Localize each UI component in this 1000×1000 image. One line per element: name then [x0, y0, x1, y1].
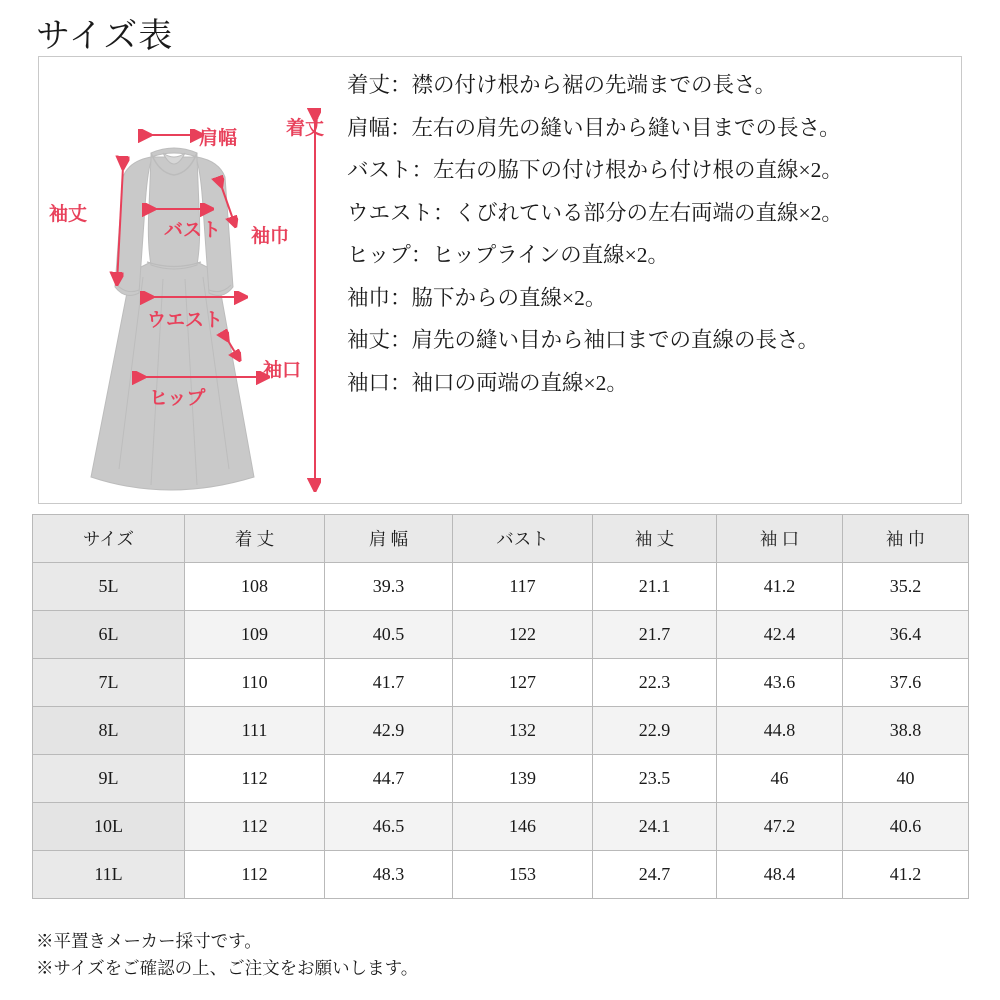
measurement-guide-panel [38, 56, 962, 504]
column-header-sleeve-width: 袖 巾 [843, 515, 969, 563]
cell-length: 110 [185, 659, 325, 707]
table-row [33, 563, 969, 611]
cell-size: 6L [33, 611, 185, 659]
column-header-cuff: 袖 口 [717, 515, 843, 563]
definition-item: 肩幅：左右の肩先の縫い目から縫い目までの長さ。 [347, 115, 841, 140]
cell-shoulder: 40.5 [325, 611, 453, 659]
cell-length: 112 [185, 803, 325, 851]
definition-item: 着丈：襟の付け根から裾の先端までの長さ。 [347, 73, 777, 97]
definition-item: バスト：左右の脇下の付け根から付け根の直線×2。 [347, 158, 843, 182]
cell-shoulder: 42.9 [325, 707, 453, 755]
cell-size: 9L [33, 755, 185, 803]
cell-cuff: 48.4 [717, 851, 843, 899]
size-table [32, 514, 969, 899]
cell-sleeve-length: 22.9 [593, 707, 717, 755]
note-item: ※サイズをご確認の上、ご注文をお願いします。 [36, 958, 419, 979]
label-cuff: 袖口 [263, 360, 302, 381]
cell-cuff: 46 [717, 755, 843, 803]
footer-notes [36, 928, 418, 982]
cell-sleeve-width: 40 [843, 755, 969, 803]
cell-shoulder: 44.7 [325, 755, 453, 803]
cell-length: 111 [185, 707, 325, 755]
cell-size: 7L [33, 659, 185, 707]
cell-bust: 132 [453, 707, 593, 755]
cell-size: 8L [33, 707, 185, 755]
cell-size: 10L [33, 803, 185, 851]
table-row [33, 611, 969, 659]
table-header-row [33, 515, 969, 563]
cell-cuff: 41.2 [717, 563, 843, 611]
label-shoulder-width: 肩幅 [199, 128, 238, 149]
label-sleeve-length: 袖丈 [49, 204, 88, 225]
cell-sleeve-length: 23.5 [593, 755, 717, 803]
cell-bust: 153 [453, 851, 593, 899]
size-table-wrapper [32, 514, 968, 899]
definition-item: 袖丈：肩先の縫い目から袖口までの直線の長さ。 [347, 328, 820, 352]
cell-sleeve-length: 21.7 [593, 611, 717, 659]
measurement-definitions [347, 75, 955, 415]
cell-shoulder: 46.5 [325, 803, 453, 851]
table-row [33, 755, 969, 803]
label-hip: ヒップ [149, 388, 206, 409]
cell-shoulder: 41.7 [325, 659, 453, 707]
cell-cuff: 44.8 [717, 707, 843, 755]
cell-size: 11L [33, 851, 185, 899]
column-header-bust: バスト [453, 515, 593, 563]
cell-sleeve-width: 35.2 [843, 563, 969, 611]
cell-sleeve-length: 24.1 [593, 803, 717, 851]
dress-illustration [39, 57, 359, 503]
definition-item: ウエスト：くびれている部分の左右両端の直線×2。 [347, 200, 843, 225]
cell-cuff: 43.6 [717, 659, 843, 707]
table-row [33, 851, 969, 899]
column-header-shoulder: 肩 幅 [325, 515, 453, 563]
cell-cuff: 42.4 [717, 611, 843, 659]
label-dress-length: 着丈 [286, 118, 325, 139]
definition-item: 袖巾：脇下からの直線×2。 [347, 285, 607, 310]
cell-bust: 127 [453, 659, 593, 707]
definition-item: ヒップ：ヒップラインの直線×2。 [347, 243, 669, 267]
cell-sleeve-width: 41.2 [843, 851, 969, 899]
cell-cuff: 47.2 [717, 803, 843, 851]
cell-shoulder: 48.3 [325, 851, 453, 899]
cell-bust: 117 [453, 563, 593, 611]
table-row [33, 659, 969, 707]
cell-bust: 146 [453, 803, 593, 851]
column-header-length: 着 丈 [185, 515, 325, 563]
cell-shoulder: 39.3 [325, 563, 453, 611]
cell-sleeve-width: 36.4 [843, 611, 969, 659]
cell-length: 109 [185, 611, 325, 659]
cell-length: 112 [185, 851, 325, 899]
column-header-size: サイズ [33, 515, 185, 563]
cell-sleeve-width: 37.6 [843, 659, 969, 707]
page-title: サイズ表 [36, 18, 174, 55]
cell-sleeve-width: 40.6 [843, 803, 969, 851]
note-item: ※平置きメーカー採寸です。 [36, 931, 262, 951]
cell-length: 112 [185, 755, 325, 803]
cell-sleeve-width: 38.8 [843, 707, 969, 755]
cell-sleeve-length: 22.3 [593, 659, 717, 707]
table-row [33, 803, 969, 851]
column-header-sleeve-length: 袖 丈 [593, 515, 717, 563]
label-bust: バスト [164, 220, 222, 241]
cell-sleeve-length: 24.7 [593, 851, 717, 899]
cell-bust: 122 [453, 611, 593, 659]
label-waist: ウエスト [147, 310, 224, 331]
cell-bust: 139 [453, 755, 593, 803]
label-sleeve-width: 袖巾 [251, 226, 290, 247]
cell-length: 108 [185, 563, 325, 611]
definition-item: 袖口：袖口の両端の直線×2。 [347, 370, 628, 395]
cell-sleeve-length: 21.1 [593, 563, 717, 611]
table-row [33, 707, 969, 755]
cell-size: 5L [33, 563, 185, 611]
